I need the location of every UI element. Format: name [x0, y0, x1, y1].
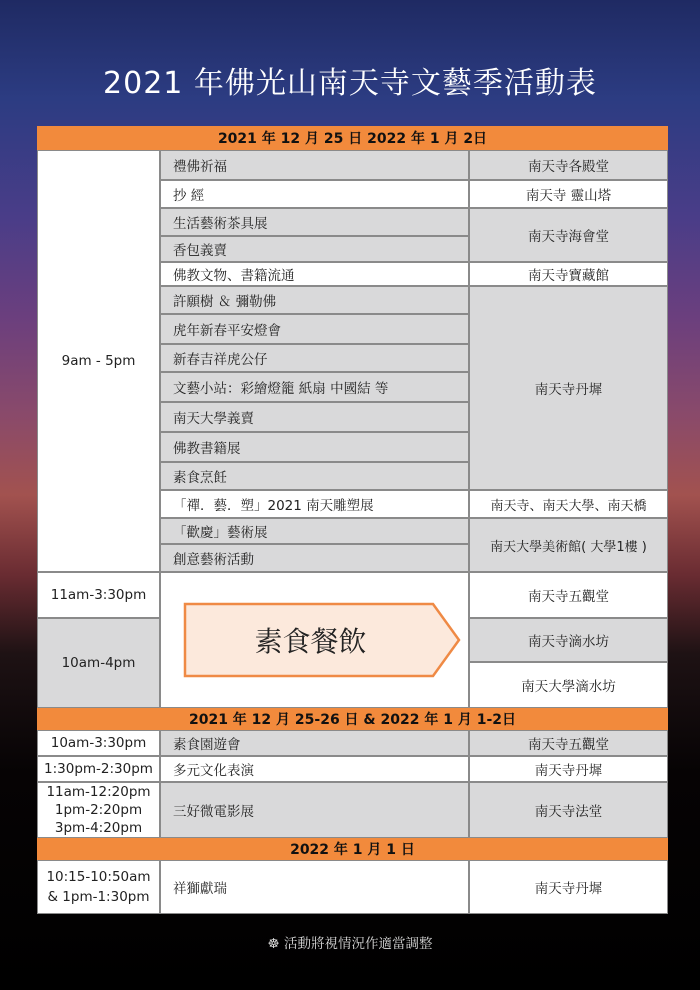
location-cell: 南天大學滴水坊	[469, 662, 668, 708]
activity-cell: 抄 經	[160, 180, 469, 208]
section-header-3: 2022 年 1 月 1 日	[37, 838, 668, 860]
footer-note: ☸ 活動將視情況作適當調整	[267, 936, 433, 952]
activity-cell: 新春吉祥虎公仔	[160, 344, 469, 372]
time-line: 1pm-2:20pm	[54, 802, 143, 818]
location-cell: 南天大學美術館( 大學1樓 )	[469, 518, 668, 572]
time-line: 3pm-4:20pm	[54, 820, 143, 836]
activity-cell: 佛教文物、書籍流通	[160, 262, 469, 286]
time-line: & 1pm-1:30pm	[47, 889, 150, 905]
activity-cell: 文藝小站：彩繪燈籠 紙扇 中國結 等	[160, 372, 469, 402]
location-cell: 南天寺、南天大學、南天橋	[469, 490, 668, 518]
location-cell: 南天寺各殿堂	[469, 150, 668, 180]
time-cell: 1:30pm-2:30pm	[37, 756, 160, 782]
activity-cell: 禮佛祈福	[160, 150, 469, 180]
time-line: 10:15-10:50am	[46, 869, 151, 885]
time-cell	[37, 782, 160, 838]
activity-cell: 香包義賣	[160, 236, 469, 262]
activity-cell: 「禪．藝．塑」2021 南天雕塑展	[160, 490, 469, 518]
activity-cell: 許願樹 ＆ 彌勒佛	[160, 286, 469, 314]
activity-cell: 多元文化表演	[160, 756, 469, 782]
location-cell: 南天寺丹墀	[469, 756, 668, 782]
time-cell: 11am-3:30pm	[37, 572, 160, 618]
food-label: 素食餐飲	[254, 625, 367, 658]
activity-cell: 祥獅獻瑞	[160, 860, 469, 914]
activity-cell: 素食烹飪	[160, 462, 469, 490]
location-cell: 南天寺寶藏館	[469, 262, 668, 286]
location-cell: 南天寺 靈山塔	[469, 180, 668, 208]
activity-cell: 創意藝術活動	[160, 544, 469, 572]
time-cell	[37, 860, 160, 914]
time-cell: 10am-3:30pm	[37, 730, 160, 756]
location-cell: 南天寺法堂	[469, 782, 668, 838]
activity-cell: 虎年新春平安燈會	[160, 314, 469, 344]
location-cell: 南天寺滴水坊	[469, 618, 668, 662]
activity-cell: 三好微電影展	[160, 782, 469, 838]
food-cell	[160, 572, 469, 708]
schedule-table	[37, 126, 668, 914]
time-cell: 10am-4pm	[37, 618, 160, 708]
activity-cell: 佛教書籍展	[160, 432, 469, 462]
location-cell: 南天寺丹墀	[469, 286, 668, 490]
location-cell: 南天寺五觀堂	[469, 572, 668, 618]
page-title: 2021 年佛光山南天寺文藝季活動表	[103, 66, 597, 101]
time-line: 11am-12:20pm	[46, 784, 151, 800]
activity-cell: 素食園遊會	[160, 730, 469, 756]
location-cell: 南天寺海會堂	[469, 208, 668, 262]
activity-cell: 生活藝術茶具展	[160, 208, 469, 236]
activity-cell: 「歡慶」藝術展	[160, 518, 469, 544]
time-cell: 9am - 5pm	[37, 150, 160, 572]
activity-cell: 南天大學義賣	[160, 402, 469, 432]
section-header-2: 2021 年 12 月 25-26 日 & 2022 年 1 月 1-2日	[37, 708, 668, 730]
section-header-1: 2021 年 12 月 25 日 2022 年 1 月 2日	[37, 126, 668, 150]
location-cell: 南天寺五觀堂	[469, 730, 668, 756]
location-cell: 南天寺丹墀	[469, 860, 668, 914]
